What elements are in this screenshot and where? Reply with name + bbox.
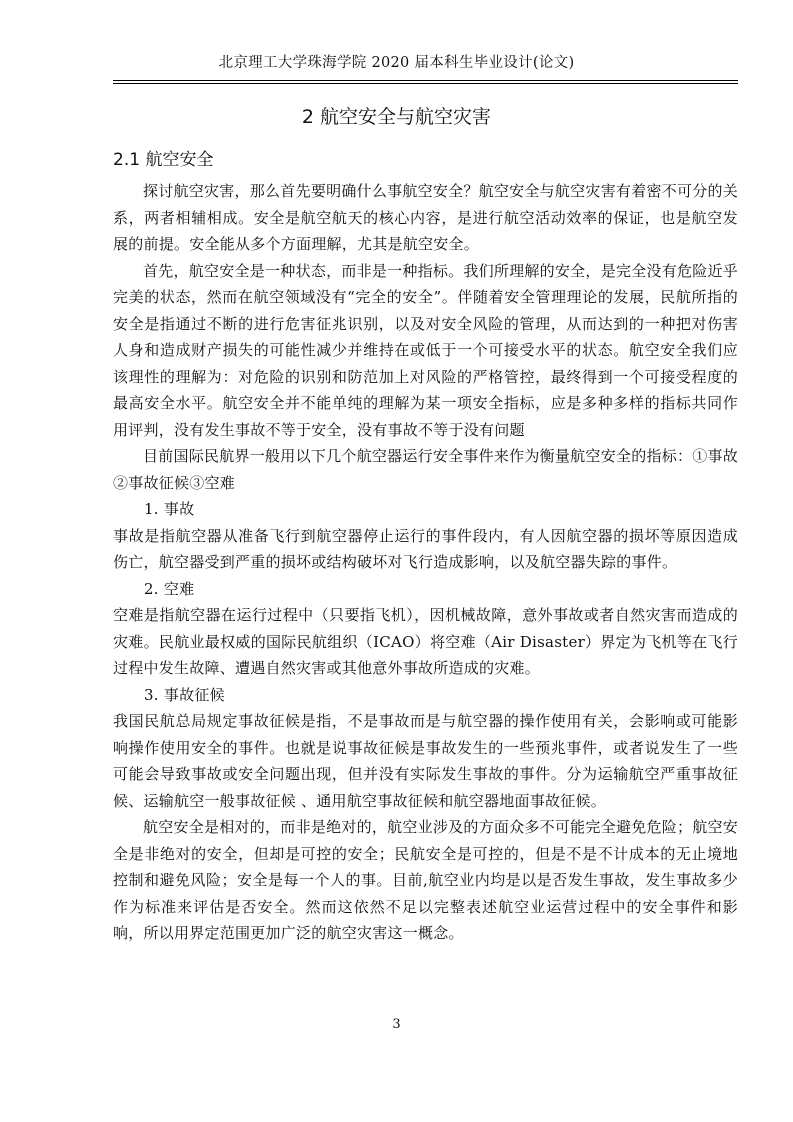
list-item-title: 3. 事故征候 [144,685,225,704]
header-rule-thick [113,80,738,81]
section-title: 2.1 航空安全 [113,150,214,170]
paragraph: 我国民航总局规定事故征候是指，不是事故而是与航空器的操作使用有关，会影响或可能影响操作使用安全的事件。也就是说事故征候是事故发生的一些预兆事件，或者说发生了一些可能会导致事故或安全问题出现，但并没有实际发生事故的事件。分为运输航空严重事故征候、运输航空一般事故征候 、通用航空事故征候和航空器地面事故征候。 [113,712,738,810]
list-item-title: 1. 事故 [144,500,195,518]
paragraph: 空难是指航空器在运行过程中（只要指飞机），因机械故障，意外事故或者自然灾害而造成的灾难。民航业最权威的国际民航组织（ICAO）将空难（Air Disaster）界定为飞机等在飞行过程中发生故障、遭遇自然灾害或其他意外事故所造成的灾难。 [113,606,738,677]
paragraph: 首先，航空安全是一种状态，而非是一种指标。我们所理解的安全，是完全没有危险近乎完美的状态，然而在航空领域没有“完全的安全”。伴随着安全管理理论的发展，民航所指的安全是指通过不断的进行危害征兆识别，以及对安全风险的管理，从而达到的一种把对伤害人身和造成财产损失的可能性减少并维持在或低于一个可接受水平的状态。航空安全我们应该理性的理解为：对危险的识别和防范加上对风险的严格管控，最终得到一个可接受程度的最高安全水平。航空安全并不能单纯的理解为某一项安全指标，应是多种多样的指标共同作用评判，没有发生事故不等于安全，没有事故不等于没有问题 [113,261,738,439]
chapter-title: 2 航空安全与航空灾害 [301,106,492,128]
header-rule-thin [113,83,738,84]
paragraph: 目前国际民航界一般用以下几个航空器运行安全事件来作为衡量航空安全的指标：①事故②事故征候③空难 [113,447,738,492]
page-number: 3 [392,1017,401,1032]
running-header: 北京理工大学珠海学院 2020 届本科生毕业设计(论文) [218,55,575,71]
paragraph: 事故是指航空器从准备飞行到航空器停止运行的事件段内，有人因航空器的损坏等原因造成伤亡，航空器受到严重的损坏或结构破坏对飞行造成影响，以及航空器失踪的事件。 [113,526,738,571]
list-item-title: 2. 空难 [144,579,195,598]
body-text [113,178,738,947]
paragraph: 探讨航空灾害，那么首先要明确什么事航空安全？航空安全与航空灾害有着密不可分的关系，两者相辅相成。安全是航空航天的核心内容，是进行航空活动效率的保证，也是航空发展的前提。安全能从多个方面理解，尤其是航空安全。 [113,182,738,253]
paragraph: 航空安全是相对的，而非是绝对的，航空业涉及的方面众多不可能完全避免危险；航空安全是非绝对的安全，但却是可控的安全；民航安全是可控的，但是不是不计成本的无止境地控制和避免风险；安全是每一个人的事。目前,航空业内均是以是否发生事故，发生事故多少作为标准来评估是否安全。然而这依然不足以完整表述航空业运营过程中的安全事件和影响，所以用界定范围更加广泛的航空灾害这一概念。 [113,818,738,942]
